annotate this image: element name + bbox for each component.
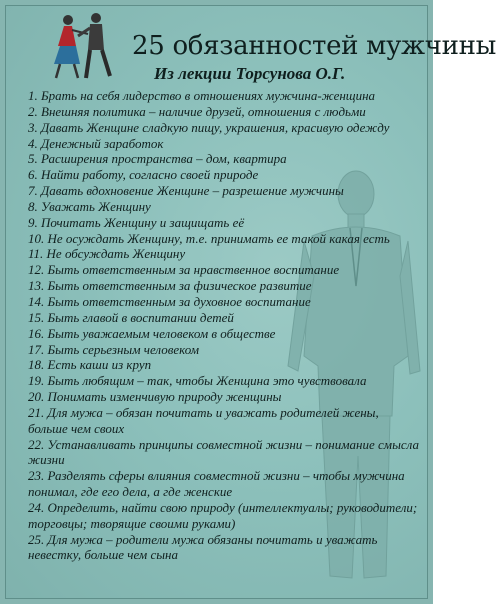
page-title: 25 обязанностей мужчины <box>132 31 496 61</box>
list-item: 25. Для мужа – родители мужа обязаны почитать и уважать невестку, больше чем сына <box>28 531 378 563</box>
list-item: 18. Есть каши из круп <box>28 357 152 373</box>
list-item: 20. Понимать изменчивую природу женщины <box>28 389 282 405</box>
list-item: 4. Денежный заработок <box>28 135 164 151</box>
list-item: 16. Быть уважаемым человеком в обществе <box>28 325 276 341</box>
list-item: 7. Давать вдохновение Женщине – разрешение мужчины <box>28 183 344 199</box>
list-item: 23. Разделять сферы влияния совместной жизни – чтобы мужчина понимал, где его дела, а где женские <box>28 468 405 500</box>
list-item: 22. Устанавливать принципы совместной жизни – понимание смысла жизни <box>28 436 419 468</box>
list-item: 13. Быть ответственным за физическое развитие <box>28 278 312 294</box>
list-item: 24. Определить, найти свою природу (интеллектуалы; руководители; торговцы; творящие своими руками) <box>28 499 418 531</box>
duties-list <box>28 88 420 563</box>
list-item: 10. Не осуждать Женщину, т.е. принимать ее такой какая есть <box>28 230 390 246</box>
list-item: 12. Быть ответственным за нравственное воспитание <box>28 262 340 278</box>
list-item: 21. Для мужа – обязан почитать и уважать родителей жены, больше чем своих <box>28 404 379 436</box>
list-item: 2. Внешняя политика – наличие друзей, отношения с людьми <box>28 103 366 119</box>
list-item: 3. Давать Женщине сладкую пищу, украшения, красивую одежду <box>28 119 390 135</box>
list-item: 5. Расширения пространства – дом, квартира <box>28 151 287 167</box>
list-item: 19. Быть любящим – так, чтобы Женщина это чувствовала <box>28 373 367 389</box>
list-item: 8. Уважать Женщину <box>28 198 151 214</box>
dancing-couple-icon <box>46 12 124 82</box>
poster-panel <box>5 5 496 599</box>
list-item: 9. Почитать Женщину и защищать её <box>28 214 245 230</box>
list-item: 17. Быть серьезным человеком <box>28 341 200 357</box>
list-item: 6. Найти работу, согласно своей природе <box>28 167 259 183</box>
list-item: 14. Быть ответственным за духовное воспитание <box>28 293 311 309</box>
page-subtitle: Из лекции Торсунова О.Г. <box>154 64 346 83</box>
list-item: 11. Не обсуждать Женщину <box>28 246 186 262</box>
list-item: 1. Брать на себя лидерство в отношениях мужчина-женщина <box>28 88 376 103</box>
list-item: 15. Быть главой в воспитании детей <box>28 309 234 325</box>
